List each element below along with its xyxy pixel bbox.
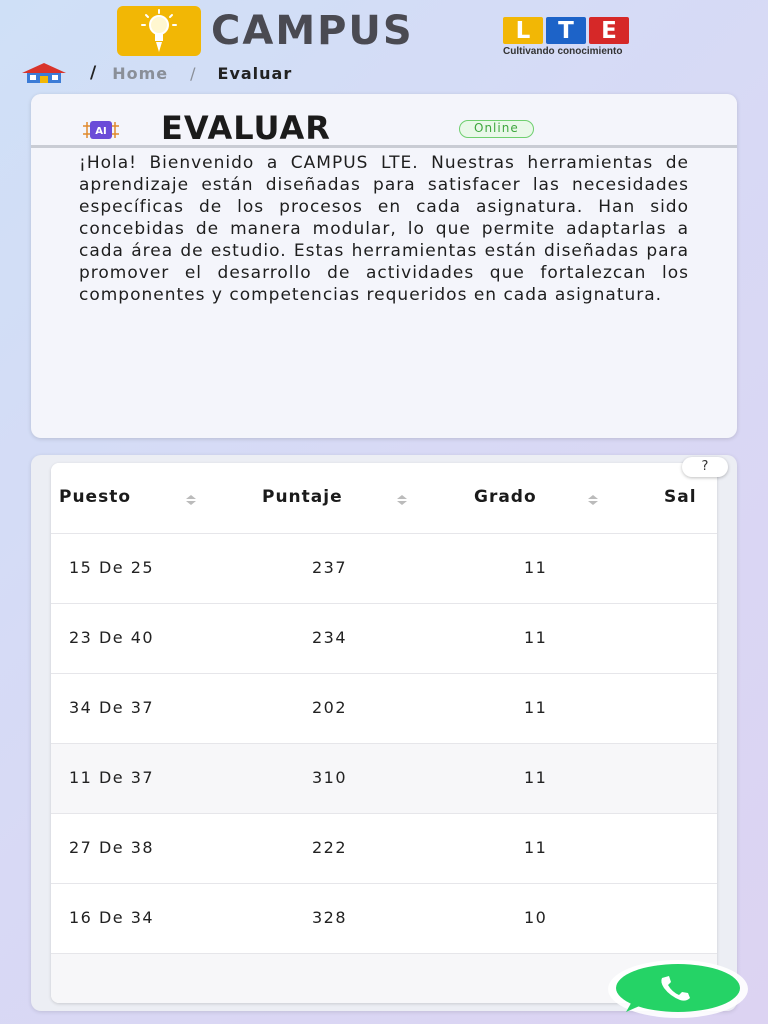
ranking-card	[31, 455, 737, 1011]
column-header-sal[interactable]: Sal	[664, 487, 697, 507]
ranking-table	[51, 463, 717, 1003]
status-badge: Online	[459, 120, 534, 138]
table-row	[51, 883, 717, 953]
whatsapp-icon[interactable]	[604, 958, 750, 1020]
table-row	[51, 813, 717, 883]
brand-name: CAMPUS	[211, 8, 414, 54]
intro-description: ¡Hola! Bienvenido a CAMPUS LTE. Nuestras herramientas de aprendizaje están diseñadas para satisfacer las necesidades específicas de los procesos en cada asignatura. Han sido concebidas de manera modular, lo que permite adaptarlas a cada área de estudio. Estas herramientas están diseñadas para promover el desarrollo de actividades que fortalezcan los componentes y competencias requeridos en cada asignatura.	[79, 153, 689, 305]
cell-puesto: 11 De 37	[69, 768, 155, 787]
cell-puesto: 34 De 37	[69, 698, 155, 717]
cell-puesto: 27 De 38	[69, 838, 155, 857]
breadcrumb-current: Evaluar	[217, 63, 293, 83]
breadcrumb	[18, 60, 292, 86]
sort-icon[interactable]	[396, 493, 408, 507]
ai-chip-icon	[81, 118, 121, 142]
brand-letter-e: E	[589, 17, 629, 44]
table-row	[51, 603, 717, 673]
cell-puesto: 23 De 40	[69, 628, 155, 647]
cell-puesto: 16 De 34	[69, 908, 155, 927]
cell-puntaje: 328	[312, 908, 348, 927]
cell-puntaje: 222	[312, 838, 348, 857]
cell-puntaje: 237	[312, 558, 348, 577]
sort-icon[interactable]	[587, 493, 599, 507]
help-button[interactable]: ?	[682, 457, 728, 477]
breadcrumb-home-link[interactable]: Home	[112, 63, 169, 83]
page-title: EVALUAR	[161, 109, 331, 147]
breadcrumb-separator: /	[90, 63, 97, 83]
cell-puntaje: 202	[312, 698, 348, 717]
cell-grado: 10	[524, 908, 548, 927]
site-logo[interactable]	[117, 5, 657, 57]
column-header-grado[interactable]: Grado	[474, 487, 537, 507]
table-row	[51, 673, 717, 743]
brand-suffix	[503, 17, 629, 44]
column-header-puesto[interactable]: Puesto	[59, 487, 132, 507]
table-row	[51, 533, 717, 603]
home-icon[interactable]	[18, 62, 70, 84]
brand-letter-t: T	[546, 17, 586, 44]
cell-grado: 11	[524, 628, 548, 647]
brand-letter-l: L	[503, 17, 543, 44]
table-header	[51, 463, 717, 533]
cell-grado: 11	[524, 768, 548, 787]
table-row	[51, 743, 717, 813]
cell-grado: 11	[524, 838, 548, 857]
intro-card	[31, 94, 737, 438]
intro-card-header	[31, 94, 737, 148]
sort-icon[interactable]	[185, 493, 197, 507]
cell-grado: 11	[524, 698, 548, 717]
brand-tagline: Cultivando conocimiento	[503, 46, 623, 57]
svg-text:AI: AI	[95, 126, 107, 137]
column-header-puntaje[interactable]: Puntaje	[262, 487, 343, 507]
cell-puntaje: 234	[312, 628, 348, 647]
lightbulb-icon	[117, 6, 201, 56]
cell-puntaje: 310	[312, 768, 348, 787]
cell-puesto: 15 De 25	[69, 558, 155, 577]
breadcrumb-separator: /	[190, 63, 196, 83]
cell-grado: 11	[524, 558, 548, 577]
